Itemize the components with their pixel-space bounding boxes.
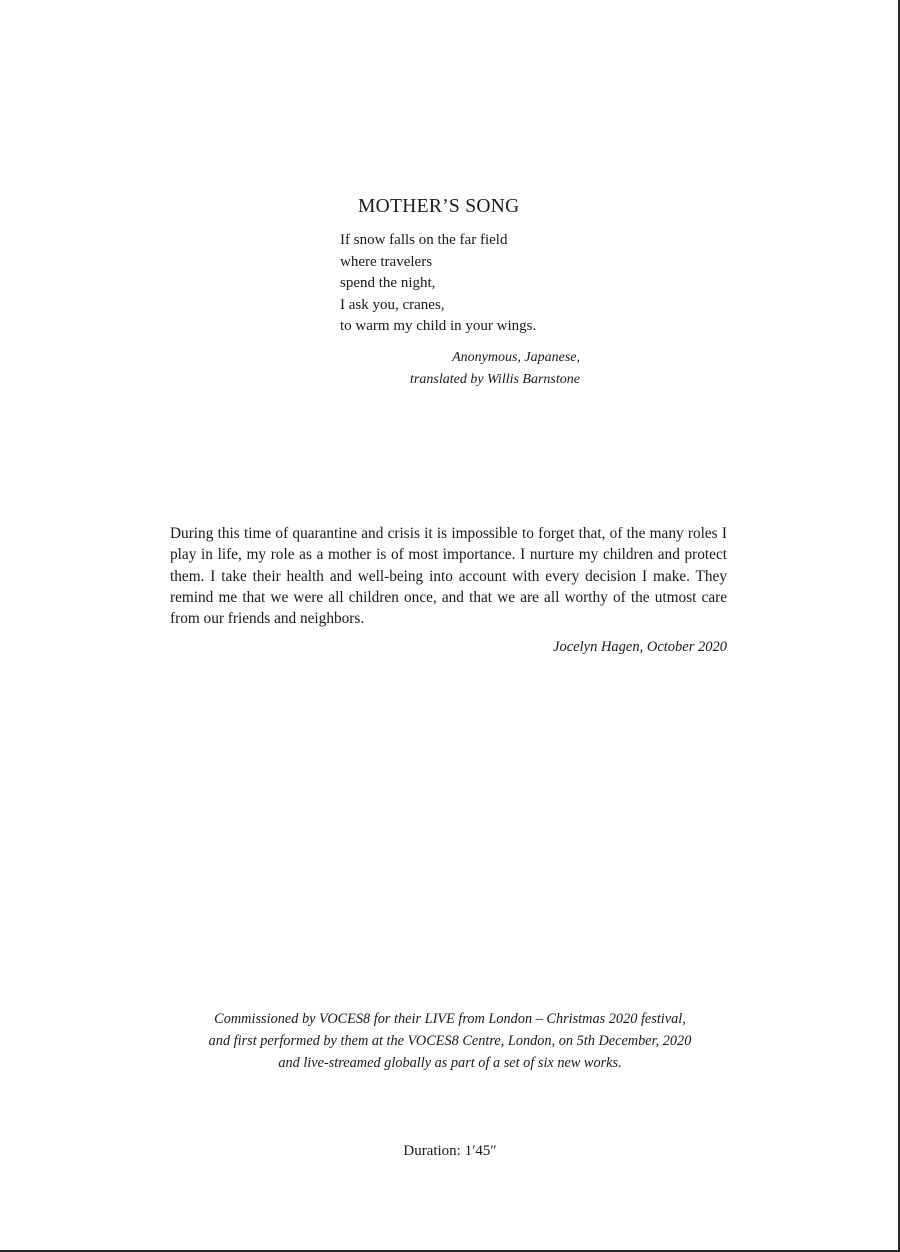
poem-attribution [410, 347, 580, 390]
poem-line: where travelers [340, 253, 433, 270]
composer-note: During this time of quarantine and crisis it is impossible to forget that, of the many roles I play in life, my role as a mother is of most importance. I nurture my children and protect them. I take their health and well-being into account with every decision I make. They remind me that we were all children once, and that we are all worthy of the utmost care from our friends and neighbors. [170, 525, 727, 628]
poem-line: I ask you, cranes, [340, 296, 445, 313]
poem-title: MOTHER’S SONG [358, 196, 520, 217]
duration [0, 1143, 900, 1160]
duration-text: Duration: 1′45″ [403, 1143, 497, 1159]
commission-line: and live-streamed globally as part of a set of six new works. [278, 1055, 622, 1071]
poem-line: If snow falls on the far field [340, 232, 508, 248]
poem-lines [340, 230, 536, 338]
commission-note [150, 1008, 750, 1074]
commission-line: Commissioned by VOCES8 for their LIVE from London – Christmas 2020 festival, [214, 1011, 686, 1027]
poem-line: spend the night, [340, 275, 436, 291]
note-signature: Jocelyn Hagen, October 2020 [553, 639, 727, 655]
poem-author: Anonymous, Japanese, [452, 350, 580, 365]
poem-translator: translated by Willis Barnstone [410, 371, 580, 387]
commission-line: and first performed by them at the VOCES8 Centre, London, on 5th December, 2020 [208, 1033, 692, 1049]
poem-line: to warm my child in your wings. [340, 318, 537, 334]
